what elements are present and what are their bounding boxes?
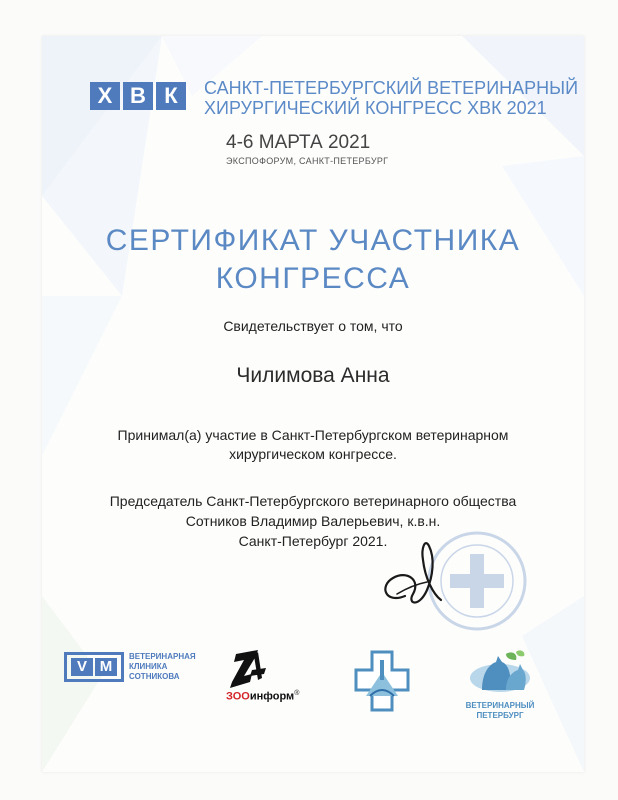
registered-mark: ®	[294, 690, 300, 697]
vp-line2: ПЕТЕРБУРГ	[476, 711, 524, 720]
logo-letter: К	[156, 82, 186, 110]
congress-venue: ЭКСПОФОРУМ, САНКТ-ПЕТЕРБУРГ	[226, 156, 389, 166]
vm-clinic-name	[129, 652, 196, 682]
vp-line1: ВЕТЕРИНАРНЫЙ	[465, 701, 535, 710]
xbk-logo	[90, 82, 186, 110]
participation-text	[42, 426, 584, 464]
congress-dates: 4-6 МАРТА 2021	[226, 132, 371, 153]
inform-part: информ	[249, 690, 295, 703]
certificate-title-line2: КОНГРЕССА	[215, 262, 411, 295]
vm-letter: V	[71, 658, 93, 676]
chairman-line3: Санкт-Петербург 2021.	[238, 533, 388, 549]
congress-title-line2: ХИРУРГИЧЕСКИЙ КОНГРЕСС ХВК 2021	[204, 98, 547, 118]
logo-letter: Х	[90, 82, 120, 110]
vet-petersburg-logo	[460, 648, 540, 721]
chairman-line2: Сотников Владимир Валерьевич, к.в.н.	[185, 513, 441, 529]
zoo-part: ЗОО	[226, 690, 250, 703]
chairman-line1: Председатель Санкт-Петербургского ветеринарного общества	[109, 493, 517, 509]
congress-title	[204, 78, 584, 118]
certificate-paper	[42, 36, 584, 772]
vm-line3: СОТНИКОВА	[129, 672, 180, 681]
certificate-title	[42, 222, 584, 298]
signature	[377, 534, 447, 614]
participation-line2: хирургическом конгрессе.	[229, 446, 397, 462]
vm-clinic-logo	[64, 652, 196, 682]
vm-line1: ВЕТЕРИНАРНАЯ	[129, 652, 196, 661]
zooinform-wordmark	[226, 690, 299, 703]
vet-cross-logo	[354, 650, 410, 712]
recipient-name: Чилимова Анна	[236, 364, 390, 387]
logo-letter: В	[123, 82, 153, 110]
congress-title-line1: САНКТ-ПЕТЕРБУРГСКИЙ ВЕТЕРИНАРНЫЙ	[204, 78, 579, 98]
witness-text: Свидетельствует о том, что	[223, 318, 403, 334]
vm-letter: M	[95, 658, 117, 676]
certificate-title-line1: СЕРТИФИКАТ УЧАСТНИКА	[105, 224, 521, 257]
cat-dog-silhouette-icon	[460, 648, 540, 694]
vm-letters-box	[64, 652, 124, 682]
vm-line2: КЛИНИКА	[129, 662, 168, 671]
participation-line1: Принимал(а) участие в Санкт-Петербургском ветеринарном	[117, 427, 509, 443]
vet-petersburg-name	[460, 701, 540, 721]
